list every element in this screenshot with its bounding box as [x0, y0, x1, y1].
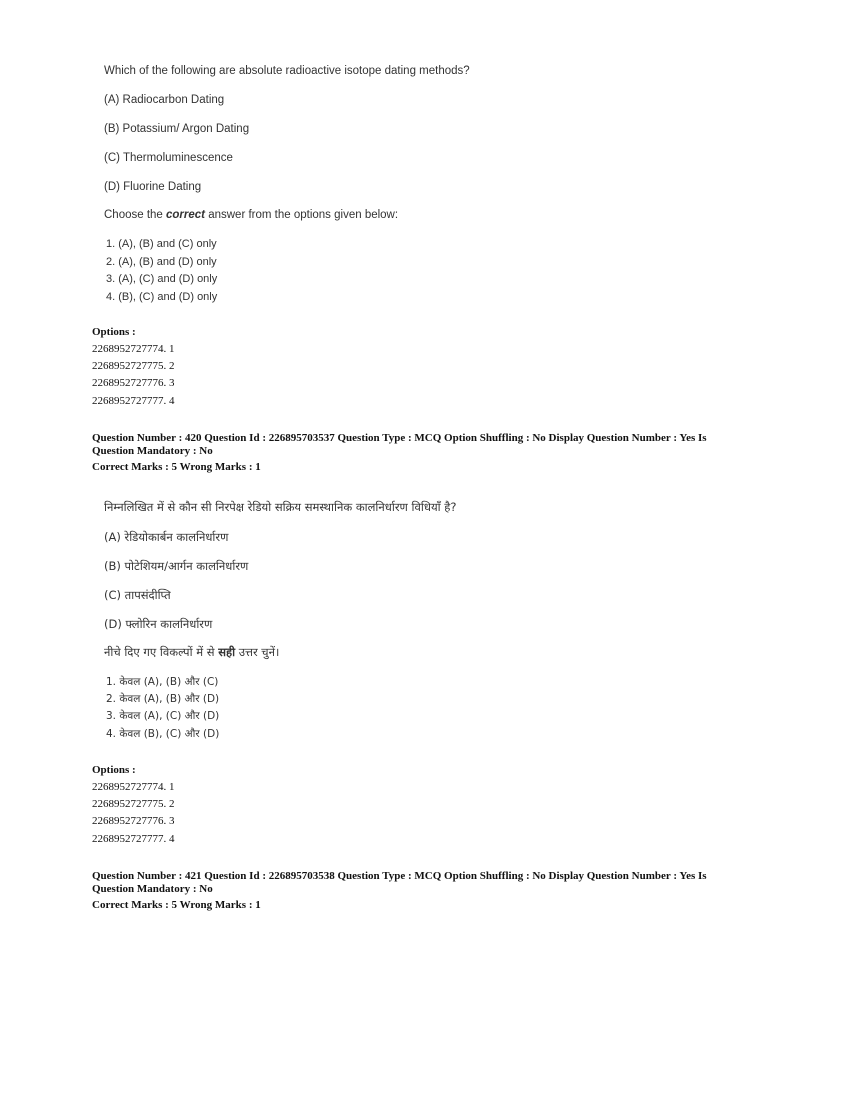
options-label: Options : [92, 764, 136, 776]
instruction [104, 209, 398, 221]
statement-a-hindi: (A) रेडियोकार्बन कालनिर्धारण [104, 530, 229, 544]
option-id-3: 2268952727776. 3 [92, 815, 175, 827]
question-stem: Which of the following are absolute radioactive isotope dating methods? [104, 65, 470, 77]
instruction-hindi [104, 645, 279, 660]
instruction-emphasis: correct [166, 209, 206, 221]
statement-c-hindi: (C) तापसंदीप्ति [104, 588, 171, 602]
statement-a: (A) Radiocarbon Dating [104, 94, 225, 106]
statement-b: (B) Potassium/ Argon Dating [104, 123, 250, 135]
instruction-post: answer from the options given below: [205, 209, 399, 221]
answer-choice-1-hindi: 1. केवल (A), (B) और (C) [106, 676, 219, 688]
question-meta-line1: Question Number : 421 Question Id : 226895703538 Question Type : MCQ Option Shuffling : No Display Question Number : Yes Is [92, 870, 707, 882]
answer-choice-4: 4. (B), (C) and (D) only [106, 291, 218, 303]
option-id-2: 2268952727775. 2 [92, 360, 175, 372]
statement-d: (D) Fluorine Dating [104, 181, 202, 193]
option-id-3: 2268952727776. 3 [92, 377, 175, 389]
instruction-emphasis-hindi: सही [218, 645, 236, 659]
options-label: Options : [92, 326, 136, 338]
option-id-4: 2268952727777. 4 [92, 833, 175, 845]
question-stem-hindi: निम्नलिखित में से कौन सी निरपेक्ष रेडियो सक्रिय समस्थानिक कालनिर्धारण विधियाँ है? [104, 500, 457, 514]
answer-choice-3: 3. (A), (C) and (D) only [106, 273, 218, 285]
option-id-4: 2268952727777. 4 [92, 395, 175, 407]
statement-d-hindi: (D) फ्लोरिन कालनिर्धारण [104, 617, 213, 631]
answer-choice-1: 1. (A), (B) and (C) only [106, 238, 217, 250]
option-id-2: 2268952727775. 2 [92, 798, 175, 810]
question-meta-line2: Question Mandatory : No [92, 883, 213, 895]
statement-b-hindi: (B) पोटेशियम/आर्गन कालनिर्धारण [104, 559, 249, 573]
question-meta-line1: Question Number : 420 Question Id : 226895703537 Question Type : MCQ Option Shuffling : No Display Question Number : Yes Is [92, 432, 707, 444]
option-id-1: 2268952727774. 1 [92, 781, 175, 793]
option-id-1: 2268952727774. 1 [92, 343, 175, 355]
question-marks: Correct Marks : 5 Wrong Marks : 1 [92, 461, 261, 473]
answer-choice-2: 2. (A), (B) and (D) only [106, 256, 217, 268]
statement-c: (C) Thermoluminescence [104, 152, 233, 164]
instruction-pre: Choose the [104, 209, 167, 221]
question-meta-line2: Question Mandatory : No [92, 445, 213, 457]
answer-choice-3-hindi: 3. केवल (A), (C) और (D) [106, 710, 220, 722]
instruction-pre-hindi: नीचे दिए गए विकल्पों में से [104, 645, 219, 659]
instruction-post-hindi: उत्तर चुनें। [235, 645, 280, 659]
answer-choice-2-hindi: 2. केवल (A), (B) और (D) [106, 693, 220, 705]
answer-choice-4-hindi: 4. केवल (B), (C) और (D) [106, 728, 220, 740]
question-marks: Correct Marks : 5 Wrong Marks : 1 [92, 899, 261, 911]
